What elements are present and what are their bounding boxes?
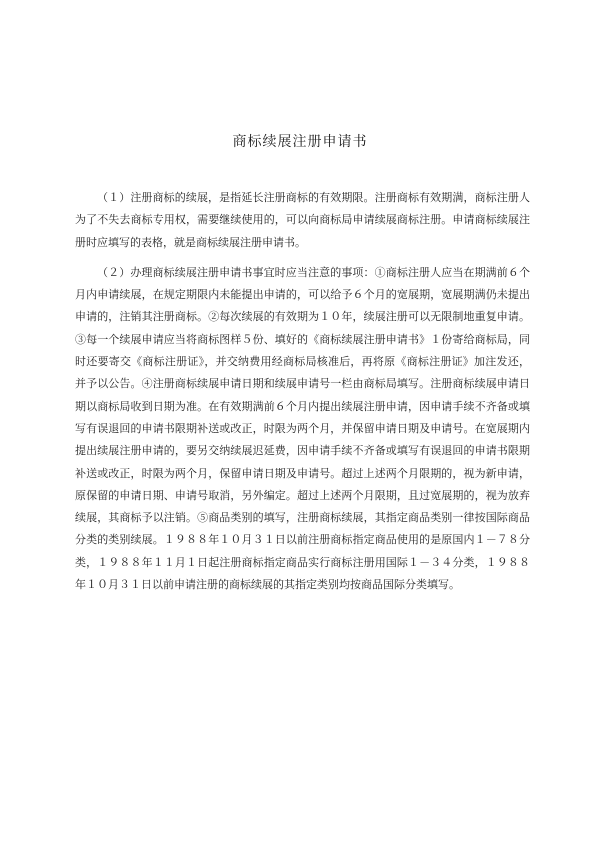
- document-body: [75, 187, 530, 604]
- document-title: 商标续展注册申请书: [232, 134, 368, 150]
- paragraph-2: （２）办理商标续展注册申请书事宜时应当注意的事项：①商标注册人应当在期满前６个月内申请续展，在规定期限内未能提出申请的，可以给予６个月的宽展期，宽展期满仍未提出申请的，注销其注册商标。②每次续展的有效期为１０年，续展注册可以无限制地重复申请。③每一个续展申请应当将商标图样５份、填好的《商标续展注册申请书》１份寄给商标局，同时还要寄交《商标注册证》，并交纳费用经商标局核准后，再将原《商标注册证》加注发还，并予以公告。④注册商标续展申请日期和续展申请号一栏由商标局填写。注册商标续展申请日期以商标局收到日期为准。在有效期满前６个月内提出续展注册申请，因申请手续不齐备或填写有误退回的申请书限期补送或改正，时限为两个月，并保留申请日期及申请号。在宽展期内提出续展注册申请的，要另交纳续展迟延费，因申请手续不齐备或填写有误退回的申请书限期补送或改正，时限为两个月，保留申请日期及申请号。超过上述两个月限期的，视为新申请，原保留的申请日期、申请号取消，另外编定。超过上述两个月限期，且过宽展期的，视为放弃续展，其商标予以注销。⑤商品类别的填写，注册商标续展，其指定商品类别一律按国际商品分类的类别续展。１９８８年１０月３１日以前注册商标指定商品使用的是原国内１－７８分类，１９８８年１１月１日起注册商标指定商品实行商标注册用国际１－３４分类，１９８８年１０月３１日以前申请注册的商标续展的其指定类别均按商品国际分类填写。: [75, 265, 530, 592]
- paragraph-1: （１）注册商标的续展，是指延长注册商标的有效期限。注册商标有效期满，商标注册人为了不失去商标专用权，需要继续使用的，可以向商标局申请续展商标注册。申请商标续展注册时应填写的表格，就是商标续展注册申请书。: [75, 191, 530, 249]
